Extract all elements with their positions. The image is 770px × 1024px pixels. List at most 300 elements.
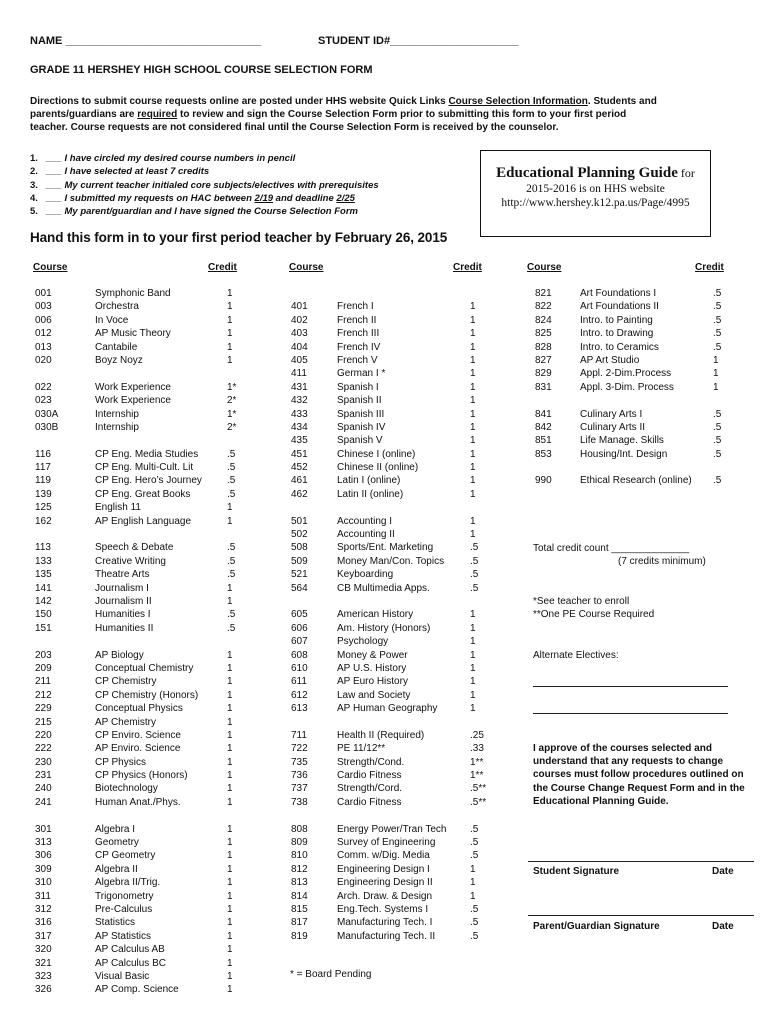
course-number: 411 bbox=[291, 368, 307, 380]
course-row[interactable] bbox=[0, 341, 740, 354]
course-number: 738 bbox=[291, 796, 308, 808]
course-row[interactable] bbox=[0, 408, 740, 421]
course-name: Manufacturing Tech. I bbox=[337, 917, 433, 929]
course-credit: 1 bbox=[470, 529, 476, 541]
course-row[interactable] bbox=[0, 970, 260, 983]
course-credit: 1 bbox=[470, 448, 476, 460]
course-credit: 1 bbox=[227, 328, 233, 340]
course-row[interactable] bbox=[0, 675, 500, 688]
course-credit: 1 bbox=[227, 716, 233, 728]
course-number: 310 bbox=[35, 877, 52, 889]
hac-deadline-date: 2/25 bbox=[336, 192, 355, 204]
course-list-col3 bbox=[0, 287, 740, 488]
hand-in-instruction: Hand this form in to your first period teacher by February 26, 2015 bbox=[30, 230, 448, 245]
course-credit: .5 bbox=[713, 435, 722, 447]
name-field-label[interactable]: NAME ________________________________ bbox=[30, 35, 262, 47]
course-name: Chinese I (online) bbox=[337, 448, 416, 460]
course-credit: 1 bbox=[470, 381, 476, 393]
course-name: Art Foundations II bbox=[580, 301, 659, 313]
col3-course-header: Course bbox=[527, 262, 562, 273]
course-name: Money & Power bbox=[337, 649, 408, 661]
course-credit: .5 bbox=[470, 542, 479, 554]
checklist-item[interactable] bbox=[30, 205, 379, 218]
course-row[interactable] bbox=[0, 876, 500, 889]
course-name: AP Chemistry bbox=[95, 716, 156, 728]
course-number: 813 bbox=[291, 877, 308, 889]
course-name: Ethical Research (online) bbox=[580, 475, 692, 487]
course-number: 241 bbox=[35, 796, 52, 808]
course-row[interactable] bbox=[0, 622, 500, 635]
course-name: Biotechnology bbox=[95, 783, 158, 795]
course-number: 452 bbox=[291, 462, 308, 474]
course-credit: 2* bbox=[227, 395, 237, 407]
course-name: Engineering Design II bbox=[337, 877, 433, 889]
course-credit: 1 bbox=[470, 689, 476, 701]
alternate-electives-label: Alternate Electives: bbox=[533, 650, 619, 661]
course-credit: 1 bbox=[227, 676, 233, 688]
course-name: Strength/Cond. bbox=[337, 756, 405, 768]
course-row[interactable] bbox=[0, 421, 740, 434]
course-credit: 1 bbox=[470, 636, 476, 648]
course-number: 022 bbox=[35, 381, 52, 393]
col1-credit-header: Credit bbox=[208, 262, 237, 273]
course-number: 722 bbox=[291, 743, 308, 755]
course-name: Latin II (online) bbox=[337, 488, 404, 500]
course-credit: 1 bbox=[227, 314, 233, 326]
course-credit: .5 bbox=[470, 837, 479, 849]
course-credit: 1 bbox=[470, 462, 476, 474]
spacer-row bbox=[0, 501, 500, 514]
course-name: Spanish IV bbox=[337, 421, 386, 433]
course-name: Arch. Draw. & Design bbox=[337, 890, 433, 902]
checklist-number: 4. bbox=[30, 192, 38, 204]
course-name: Theatre Arts bbox=[95, 569, 150, 581]
course-row[interactable] bbox=[0, 983, 260, 996]
course-name: Work Experience bbox=[95, 381, 171, 393]
course-name: Conceptual Chemistry bbox=[95, 662, 194, 674]
course-credit: 1 bbox=[227, 729, 233, 741]
course-credit: 1 bbox=[227, 515, 233, 527]
course-number: 209 bbox=[35, 662, 52, 674]
course-name: AP Calculus BC bbox=[95, 957, 166, 969]
course-row[interactable] bbox=[0, 836, 500, 849]
course-name: Humanities II bbox=[95, 622, 154, 634]
course-row[interactable] bbox=[0, 943, 260, 956]
course-row[interactable] bbox=[0, 689, 500, 702]
spacer-row bbox=[0, 809, 500, 822]
course-number: 240 bbox=[35, 783, 52, 795]
course-number: 608 bbox=[291, 649, 308, 661]
course-number: 853 bbox=[535, 448, 552, 460]
course-number: 432 bbox=[291, 395, 308, 407]
course-number: 812 bbox=[291, 863, 308, 875]
course-number: 808 bbox=[291, 823, 308, 835]
course-credit: 1 bbox=[470, 421, 476, 433]
col2-credit-header: Credit bbox=[453, 262, 482, 273]
course-credit: 1 bbox=[227, 984, 233, 996]
course-number: 311 bbox=[35, 890, 51, 902]
course-number: 824 bbox=[535, 314, 552, 326]
course-credit: 1 bbox=[227, 703, 233, 715]
course-name: AP Enviro. Science bbox=[95, 743, 181, 755]
course-number: 809 bbox=[291, 837, 308, 849]
course-row[interactable] bbox=[0, 769, 500, 782]
col2-course-header: Course bbox=[289, 262, 324, 273]
course-name: AP Music Theory bbox=[95, 328, 171, 340]
course-row[interactable] bbox=[0, 354, 740, 367]
course-row[interactable] bbox=[0, 649, 500, 662]
course-row[interactable] bbox=[0, 930, 500, 943]
course-row[interactable] bbox=[0, 863, 500, 876]
course-name: Geometry bbox=[95, 837, 139, 849]
course-credit: 1 bbox=[227, 850, 233, 862]
checklist-item[interactable] bbox=[30, 179, 379, 192]
course-name: AP Biology bbox=[95, 649, 144, 661]
directions bbox=[30, 95, 657, 134]
course-row[interactable] bbox=[0, 916, 500, 929]
course-credit: .5 bbox=[227, 609, 236, 621]
student-signature-line[interactable] bbox=[528, 861, 754, 862]
course-number: 316 bbox=[35, 917, 52, 929]
course-credit: 1 bbox=[227, 689, 233, 701]
course-credit: .5 bbox=[227, 448, 236, 460]
course-row[interactable] bbox=[0, 448, 740, 461]
course-credit: 1 bbox=[470, 649, 476, 661]
course-name: Spanish I bbox=[337, 381, 379, 393]
course-number: 313 bbox=[35, 837, 52, 849]
course-number: 462 bbox=[291, 488, 308, 500]
course-number: 006 bbox=[35, 314, 52, 326]
course-name: Trigonometry bbox=[95, 890, 154, 902]
course-name: Creative Writing bbox=[95, 555, 166, 567]
course-credit: .5 bbox=[227, 475, 236, 487]
total-credit-count[interactable]: Total credit count ______________ bbox=[533, 543, 690, 554]
course-name: Humanities I bbox=[95, 609, 151, 621]
guide-title-suffix: for bbox=[677, 166, 695, 180]
course-credit: 1 bbox=[227, 903, 233, 915]
course-credit: 1 bbox=[470, 341, 476, 353]
course-number: 521 bbox=[291, 569, 308, 581]
course-number: 461 bbox=[291, 475, 308, 487]
course-credit: 1 bbox=[470, 395, 476, 407]
alternate-elective-line-2[interactable] bbox=[533, 713, 728, 714]
course-credit: 1 bbox=[227, 649, 233, 661]
course-number: 711 bbox=[291, 729, 307, 741]
course-number: 135 bbox=[35, 569, 52, 581]
course-row[interactable] bbox=[0, 796, 500, 809]
course-name: Intro. to Drawing bbox=[580, 328, 654, 340]
parent-date-label: Date bbox=[712, 921, 734, 932]
course-number: 405 bbox=[291, 354, 308, 366]
course-credit: .5 bbox=[713, 475, 722, 487]
course-number: 831 bbox=[535, 381, 552, 393]
course-row[interactable] bbox=[0, 528, 500, 541]
course-row[interactable] bbox=[0, 903, 500, 916]
course-name: Culinary Arts I bbox=[580, 408, 643, 420]
course-name: AP Human Geography bbox=[337, 703, 438, 715]
course-row[interactable] bbox=[0, 541, 500, 554]
course-credit: 1 bbox=[470, 408, 476, 420]
parent-signature-label: Parent/Guardian Signature bbox=[533, 921, 660, 932]
course-name: Intro. to Painting bbox=[580, 314, 653, 326]
course-row[interactable] bbox=[0, 582, 500, 595]
course-number: 211 bbox=[35, 676, 51, 688]
course-row[interactable] bbox=[0, 823, 500, 836]
student-id-field-label[interactable]: STUDENT ID#_____________________ bbox=[318, 35, 519, 47]
course-number: 564 bbox=[291, 582, 308, 594]
course-row[interactable] bbox=[0, 635, 500, 648]
course-number: 212 bbox=[35, 689, 52, 701]
hac-start-date: 2/19 bbox=[254, 192, 274, 204]
course-number: 323 bbox=[35, 970, 52, 982]
spacer-row bbox=[0, 461, 740, 474]
checklist-text: ___ My current teacher initialed core subjects/electives with prerequisites bbox=[46, 179, 379, 191]
course-number: 020 bbox=[35, 354, 52, 366]
course-row[interactable] bbox=[0, 327, 740, 340]
course-credit: 1 bbox=[470, 328, 476, 340]
student-signature-label: Student Signature bbox=[533, 866, 620, 877]
course-number: 116 bbox=[35, 448, 51, 460]
course-credit: .5 bbox=[713, 288, 722, 299]
form-title: GRADE 11 HERSHEY HIGH SCHOOL COURSE SELECTION FORM bbox=[30, 64, 373, 76]
course-credit: .5** bbox=[470, 796, 487, 808]
course-name: Appl. 3-Dim. Process bbox=[580, 381, 674, 393]
course-credit: 1 bbox=[470, 515, 476, 527]
course-number: 030A bbox=[35, 408, 59, 420]
course-name: AP Art Studio bbox=[580, 354, 640, 366]
col3-credit-header: Credit bbox=[695, 262, 724, 273]
course-name: Survey of Engineering bbox=[337, 837, 436, 849]
course-row[interactable] bbox=[0, 608, 500, 621]
course-number: 828 bbox=[535, 341, 552, 353]
course-credit: 1 bbox=[227, 341, 233, 353]
course-row[interactable] bbox=[0, 515, 500, 528]
course-row[interactable] bbox=[0, 756, 500, 769]
checklist-item[interactable] bbox=[30, 192, 379, 205]
course-name: American History bbox=[337, 609, 414, 621]
course-number: 023 bbox=[35, 395, 52, 407]
alternate-elective-line-1[interactable] bbox=[533, 686, 728, 687]
checklist-item[interactable] bbox=[30, 152, 379, 165]
course-row[interactable] bbox=[0, 314, 740, 327]
course-number: 139 bbox=[35, 488, 52, 500]
course-name: Law and Society bbox=[337, 689, 411, 701]
guide-website-note: 2015-2016 is on HHS website bbox=[526, 183, 665, 195]
course-row[interactable] bbox=[0, 287, 740, 300]
parent-signature-line[interactable] bbox=[528, 915, 754, 916]
course-number: 851 bbox=[535, 435, 552, 447]
course-credit: 1 bbox=[470, 488, 476, 500]
course-name: Sports/Ent. Marketing bbox=[337, 542, 434, 554]
course-name: Keyboarding bbox=[337, 569, 394, 581]
course-credit: .5 bbox=[227, 622, 236, 634]
course-credit: .5 bbox=[227, 555, 236, 567]
course-credit: 1 bbox=[227, 837, 233, 849]
course-credit: 1 bbox=[227, 863, 233, 875]
course-credit: 1 bbox=[470, 676, 476, 688]
course-number: 012 bbox=[35, 328, 52, 340]
course-name: Money Man/Con. Topics bbox=[337, 555, 445, 567]
course-number: 119 bbox=[35, 475, 51, 487]
course-name: PE 11/12** bbox=[337, 743, 386, 755]
course-number: 320 bbox=[35, 944, 52, 956]
col1-course-header: Course bbox=[33, 262, 68, 273]
course-credit: .33 bbox=[470, 743, 484, 755]
checklist-text: ___ My parent/guardian and I have signed the Course Selection Form bbox=[46, 206, 358, 218]
course-credit: .25 bbox=[470, 729, 484, 741]
course-number: 309 bbox=[35, 863, 52, 875]
course-row[interactable] bbox=[0, 849, 500, 862]
course-name: Intro. to Ceramics bbox=[580, 341, 659, 353]
course-row[interactable] bbox=[0, 568, 500, 581]
course-credit: 1 bbox=[227, 595, 233, 607]
course-number: 842 bbox=[535, 421, 552, 433]
course-name: Art Foundations I bbox=[580, 288, 657, 299]
course-credit: .5 bbox=[713, 341, 722, 353]
course-credit: .5 bbox=[713, 314, 722, 326]
course-selection-info-link[interactable]: Course Selection Information bbox=[448, 96, 588, 107]
course-number: 125 bbox=[35, 502, 52, 514]
course-name: Engineering Design I bbox=[337, 863, 430, 875]
course-number: 810 bbox=[291, 850, 308, 862]
course-number: 162 bbox=[35, 515, 52, 527]
course-name: Life Manage. Skills bbox=[580, 435, 664, 447]
course-row[interactable] bbox=[0, 367, 740, 380]
checklist-number: 2. bbox=[30, 166, 38, 178]
course-name: French V bbox=[337, 354, 378, 366]
course-number: 508 bbox=[291, 542, 308, 554]
course-number: 142 bbox=[35, 595, 52, 607]
course-credit: 1 bbox=[227, 301, 233, 313]
course-row[interactable] bbox=[0, 729, 500, 742]
course-row[interactable] bbox=[0, 782, 500, 795]
course-name: English 11 bbox=[95, 502, 141, 514]
course-name: French IV bbox=[337, 341, 381, 353]
spacer-row bbox=[0, 595, 500, 608]
course-name: Cardio Fitness bbox=[337, 796, 402, 808]
course-name: Algebra II bbox=[95, 863, 138, 875]
course-name: Boyz Noyz bbox=[95, 354, 143, 366]
course-name: Accounting II bbox=[337, 529, 395, 541]
course-number: 613 bbox=[291, 703, 308, 715]
course-row[interactable] bbox=[0, 300, 740, 313]
course-number: 814 bbox=[291, 890, 308, 902]
course-name: CP Eng. Great Books bbox=[95, 488, 191, 500]
course-number: 611 bbox=[291, 676, 307, 688]
course-row[interactable] bbox=[0, 957, 260, 970]
checklist-item[interactable] bbox=[30, 165, 379, 178]
course-number: 817 bbox=[291, 917, 308, 929]
course-credit: 1 bbox=[227, 877, 233, 889]
course-name: In Voce bbox=[95, 314, 129, 326]
course-row[interactable] bbox=[0, 434, 740, 447]
course-name: Conceptual Physics bbox=[95, 703, 183, 715]
course-credit: .5 bbox=[227, 542, 236, 554]
course-name: Speech & Debate bbox=[95, 542, 174, 554]
course-credit: 1 bbox=[470, 877, 476, 889]
course-number: 827 bbox=[535, 354, 552, 366]
course-credit: 1 bbox=[227, 796, 233, 808]
course-number: 737 bbox=[291, 783, 308, 795]
course-number: 736 bbox=[291, 770, 308, 782]
course-number: 141 bbox=[35, 582, 52, 594]
course-credit: 1 bbox=[470, 622, 476, 634]
course-name: German I * bbox=[337, 368, 386, 380]
course-name: Journalism II bbox=[95, 595, 152, 607]
course-number: 215 bbox=[35, 716, 52, 728]
course-name: AP Calculus AB bbox=[95, 944, 165, 956]
course-number: 612 bbox=[291, 689, 308, 701]
course-row[interactable] bbox=[0, 890, 500, 903]
course-credit: 1 bbox=[227, 957, 233, 969]
course-number: 502 bbox=[291, 529, 308, 541]
course-number: 220 bbox=[35, 729, 52, 741]
course-name: Cantabile bbox=[95, 341, 138, 353]
course-credit: 1 bbox=[470, 662, 476, 674]
course-credit: .5 bbox=[470, 823, 479, 835]
course-name: French III bbox=[337, 328, 380, 340]
course-number: 735 bbox=[291, 756, 308, 768]
course-name: French I bbox=[337, 301, 374, 313]
course-name: Visual Basic bbox=[95, 970, 150, 982]
course-credit: 1 bbox=[227, 823, 233, 835]
course-row[interactable] bbox=[0, 488, 500, 501]
course-name: CP Enviro. Science bbox=[95, 729, 181, 741]
see-teacher-note: *See teacher to enroll bbox=[533, 596, 630, 607]
course-name: CP Eng. Multi-Cult. Lit bbox=[95, 462, 194, 474]
checklist-number: 1. bbox=[30, 153, 38, 164]
course-credit: 1 bbox=[227, 662, 233, 674]
course-number: 013 bbox=[35, 341, 52, 353]
course-row[interactable] bbox=[0, 381, 740, 394]
course-row[interactable] bbox=[0, 474, 740, 487]
checklist-text: ___ I submitted my requests on HAC between bbox=[46, 192, 255, 204]
course-number: 841 bbox=[535, 408, 552, 420]
course-name: AP Comp. Science bbox=[95, 984, 179, 996]
planning-guide-box bbox=[480, 150, 711, 237]
course-credit: 1 bbox=[470, 301, 476, 313]
course-row[interactable] bbox=[0, 702, 500, 715]
course-credit: 1 bbox=[470, 703, 476, 715]
course-number: 001 bbox=[35, 288, 52, 299]
course-credit: 1 bbox=[470, 368, 476, 380]
directions-line2: parents/guardians are bbox=[30, 109, 138, 120]
spacer-row bbox=[0, 716, 500, 729]
course-credit: 2* bbox=[227, 421, 237, 433]
course-name: Am. History (Honors) bbox=[337, 622, 431, 634]
course-credit: 1 bbox=[470, 435, 476, 447]
course-name: Energy Power/Tran Tech bbox=[337, 823, 447, 835]
guide-url-link[interactable]: http://www.hershey.k12.pa.us/Page/4995 bbox=[501, 197, 690, 209]
course-name: AP U.S. History bbox=[337, 662, 407, 674]
course-number: 003 bbox=[35, 301, 52, 313]
course-name: Orchestra bbox=[95, 301, 139, 313]
course-name: CB Multimedia Apps. bbox=[337, 582, 430, 594]
course-name: Algebra I bbox=[95, 823, 136, 835]
course-name: CP Geometry bbox=[95, 850, 156, 862]
course-row[interactable] bbox=[0, 662, 500, 675]
course-number: 821 bbox=[535, 288, 552, 299]
guide-title: Educational Planning Guide bbox=[496, 165, 678, 181]
course-row[interactable] bbox=[0, 555, 500, 568]
course-row[interactable] bbox=[0, 742, 500, 755]
course-credit: 1 bbox=[227, 743, 233, 755]
course-name: Culinary Arts II bbox=[580, 421, 646, 433]
course-credit: 1 bbox=[470, 863, 476, 875]
course-number: 312 bbox=[35, 903, 52, 915]
course-number: 509 bbox=[291, 555, 308, 567]
course-credit: 1 bbox=[227, 944, 233, 956]
